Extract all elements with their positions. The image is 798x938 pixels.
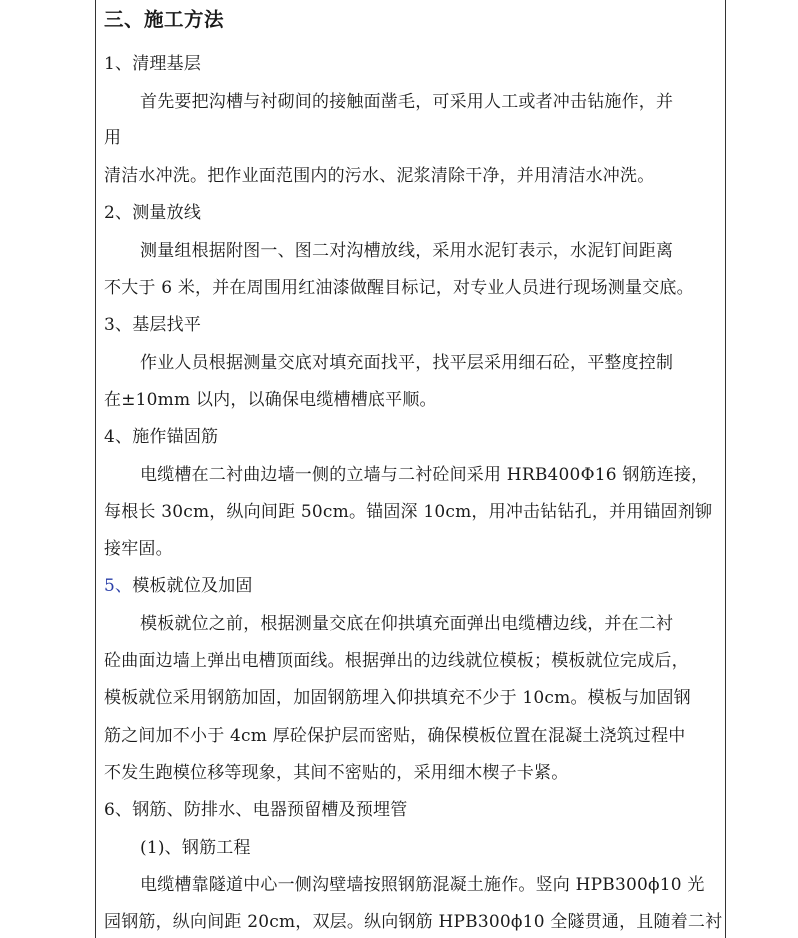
step-heading-5-text: 模板就位及加固 xyxy=(132,576,253,596)
paragraph-line: 每根长 30cm，纵向间距 50cm。锚固深 10cm，用冲击钻钻孔，并用锚固剂铆 xyxy=(104,502,713,522)
paragraph-line: 测量组根据附图一、图二对沟槽放线，采用水泥钉表示，水泥钉间距离 xyxy=(140,241,674,261)
step-heading-6: 6、钢筋、防排水、电器预留槽及预埋管 xyxy=(104,800,408,820)
paragraph-line: 清洁水冲洗。把作业面范围内的污水、泥浆清除干净，并用清洁水冲洗。 xyxy=(104,166,655,186)
paragraph-line: 模板就位之前，根据测量交底在仰拱填充面弹出电缆槽边线，并在二衬 xyxy=(140,614,674,634)
paragraph-line: 电缆槽靠隧道中心一侧沟壁墙按照钢筋混凝土施作。竖向 HPB300ϕ10 光 xyxy=(140,875,705,895)
step-heading-1: 1、清理基层 xyxy=(104,54,202,74)
paragraph-line: 园钢筋，纵向间距 20cm，双层。纵向钢筋 HPB300ϕ10 全隧贯通，且随着二衬 xyxy=(104,912,723,932)
section-title: 三、施工方法 xyxy=(104,8,225,31)
step-number-5: 5、 xyxy=(104,576,133,596)
step-heading-3: 3、基层找平 xyxy=(104,315,202,335)
paragraph-line: 不发生跑模位移等现象，其间不密贴的，采用细木楔子卡紧。 xyxy=(104,763,569,783)
step-heading-5 xyxy=(104,574,253,598)
paragraph-line: 砼曲面边墙上弹出电槽顶面线。根据弹出的边线就位模板；模板就位完成后， xyxy=(104,651,689,671)
paragraph-line: 首先要把沟槽与衬砌间的接触面凿毛，可采用人工或者冲击钻施作，并 xyxy=(140,92,674,112)
sub-heading-rebar: (1)、钢筋工程 xyxy=(140,838,251,858)
paragraph-line: 作业人员根据测量交底对填充面找平，找平层采用细石砼，平整度控制 xyxy=(140,353,674,373)
paragraph-line: 不大于 6 米，并在周围用红油漆做醒目标记，对专业人员进行现场测量交底。 xyxy=(104,278,694,298)
paragraph-line: 用 xyxy=(104,128,122,148)
paragraph-line: 模板就位采用钢筋加固，加固钢筋埋入仰拱填充不少于 10cm。模板与加固钢 xyxy=(104,688,691,708)
paragraph-line: 电缆槽在二衬曲边墙一侧的立墙与二衬砼间采用 HRB400Φ16 钢筋连接， xyxy=(140,465,709,485)
paragraph-line: 筋之间加不小于 4cm 厚砼保护层而密贴，确保模板位置在混凝土浇筑过程中 xyxy=(104,726,686,746)
step-heading-4: 4、施作锚固筋 xyxy=(104,427,219,447)
paragraph-line: 接牢固。 xyxy=(104,539,173,559)
step-heading-2: 2、测量放线 xyxy=(104,203,202,223)
paragraph-line: 在±10mm 以内，以确保电缆槽槽底平顺。 xyxy=(104,390,437,410)
